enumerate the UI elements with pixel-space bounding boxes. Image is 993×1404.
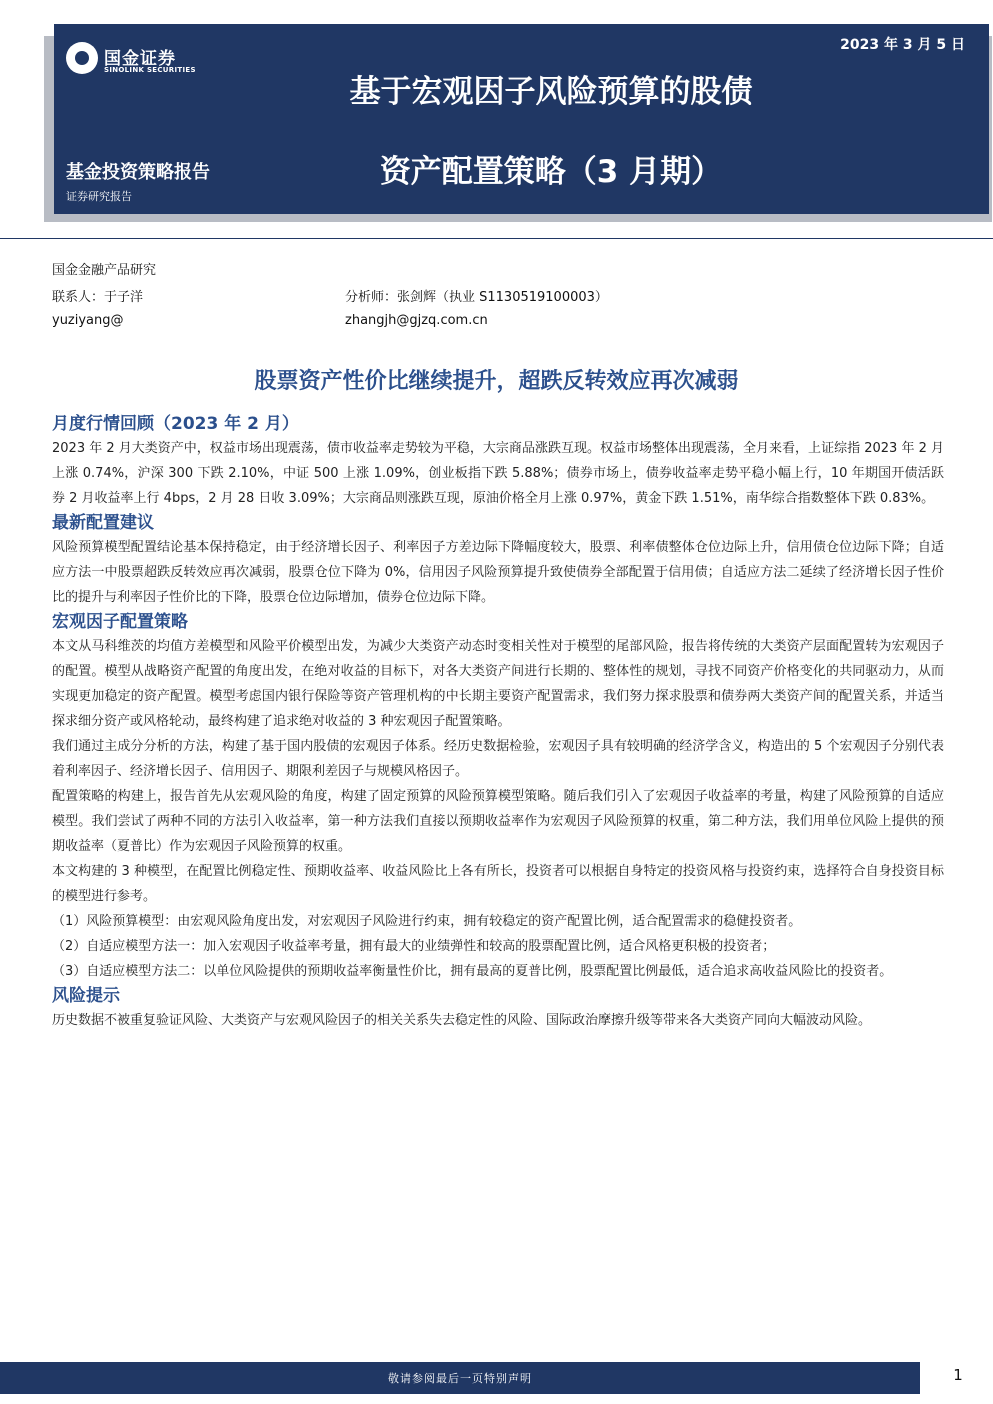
section-allocation-advice [52, 511, 944, 610]
list-item: （1）风险预算模型：由宏观风险角度出发，对宏观因子风险进行约束，拥有较稳定的资产配置比例，适合配置需求的稳健投资者。 [52, 914, 802, 929]
report-subtype: 证券研究报告 [66, 190, 132, 203]
section-heading: 月度行情回顾（2023 年 2 月） [52, 414, 299, 434]
paragraph: 历史数据不被重复验证风险、大类资产与宏观风险因子的相关关系失去稳定性的风险、国际政治摩擦升级等带来各大类资产同向大幅波动风险。 [52, 1013, 872, 1028]
paragraph: 我们通过主成分分析的方法，构建了基于国内股债的宏观因子体系。经历史数据检验，宏观因子具有较明确的经济学含义，构造出的 5 个宏观因子分别代表着利率因子、经济增长因子、信用因子、期限利差因子与规模风格因子。 [52, 739, 944, 779]
analyst-email[interactable]: zhangjh@gjzq.com.cn [345, 313, 488, 328]
report-title-line2: 资产配置策略（3 月期） [379, 154, 723, 190]
section-macro-factor-strategy [52, 610, 944, 984]
section-monthly-review [52, 412, 944, 511]
footer-disclaimer: 敬请参阅最后一页特别声明 [388, 1372, 532, 1385]
contact-person: 联系人：于子洋 [52, 290, 144, 305]
list-item: （3）自适应模型方法二：以单位风险提供的预期收益率衡量性价比，拥有最高的夏普比例，股票配置比例最低，适合追求高收益风险比的投资者。 [52, 964, 893, 979]
paragraph: 本文构建的 3 种模型，在配置比例稳定性、预期收益率、收益风险比上各有所长，投资者可以根据自身特定的投资风格与投资约束，选择符合自身投资目标的模型进行参考。 [52, 864, 944, 904]
contact-email[interactable]: yuziyang@ [52, 313, 124, 328]
paragraph: 配置策略的构建上，报告首先从宏观风险的角度，构建了固定预算的风险预算模型策略。随后我们引入了宏观因子收益率的考量，构建了风险预算的自适应模型。我们尝试了两种不同的方法引入收益率，第一种方法我们直接以预期收益率作为宏观因子风险预算的权重，第二种方法，我们用单位风险上提供的预期收益率（夏普比）作为宏观因子风险预算的权重。 [52, 789, 944, 854]
list-item: （2）自适应模型方法一：加入宏观因子收益率考量，拥有最大的业绩弹性和较高的股票配置比例，适合风格更积极的投资者； [52, 939, 776, 954]
report-date: 2023 年 3 月 5 日 [840, 37, 965, 53]
section-risk-warning [52, 984, 944, 1033]
logo-name-cn: 国金证券 [104, 49, 176, 69]
header-divider [0, 238, 993, 239]
paragraph: 2023 年 2 月大类资产中，权益市场出现震荡，债市收益率走势较为平稳，大宗商品涨跌互现。权益市场整体出现震荡，全月来看，上证综指 2023 年 2 月上涨 0.74%，沪深 300 下跌 2.10%，中证 500 上涨 1.09%，创业板指下跌 5.88%；债券市场上，债券收益率走势平稳小幅上行，10 年期国开债活跃券 2 月收益率上行 4bps，2 月 28 日收 3.09%；大宗商品则涨跌互现，原油价格全月上涨 0.97%，黄金下跌 1.51%，南华综合指数整体下跌 0.83%。 [52, 441, 944, 506]
paragraph: 本文从马科维茨的均值方差模型和风险平价模型出发，为减少大类资产动态时变相关性对于模型的尾部风险，报告将传统的大类资产层面配置转为宏观因子的配置。模型从战略资产配置的角度出发，在绝对收益的目标下，对各大类资产间进行长期的、整体性的规划，寻找不同资产价格变化的共同驱动力，从而实现更加稳定的资产配置。模型考虑国内银行保险等资产管理机构的中长期主要资产配置需求，我们努力探求股票和债券两大类资产间的配置关系，并适当探求细分资产或风格轮动，最终构建了追求绝对收益的 3 种宏观因子配置策略。 [52, 639, 944, 729]
paragraph: 风险预算模型配置结论基本保持稳定，由于经济增长因子、利率因子方差边际下降幅度较大，股票、利率债整体仓位边际上升，信用债仓位边际下降；自适应方法一中股票超跌反转效应再次减弱，股票仓位下降为 0%，信用因子风险预算提升致使债券全部配置于信用债；自适应方法二延续了经济增长因子性价比的提升与利率因子性价比的下降，股票仓位边际增加，债券仓位边际下降。 [52, 540, 944, 605]
section-heading: 宏观因子配置策略 [52, 612, 188, 632]
report-type: 基金投资策略报告 [66, 162, 210, 183]
report-body [52, 412, 944, 1033]
section-heading: 最新配置建议 [52, 513, 154, 533]
report-headline: 股票资产性价比继续提升，超跌反转效应再次减弱 [254, 369, 739, 394]
analyst-info: 分析师：张剑辉（执业 S1130519100003） [345, 290, 608, 305]
section-heading: 风险提示 [52, 986, 120, 1006]
report-title-line1: 基于宏观因子风险预算的股债 [349, 74, 753, 110]
logo-name-en: SINOLINK SECURITIES [104, 66, 196, 74]
research-org: 国金金融产品研究 [52, 263, 157, 278]
page-number: 1 [953, 1366, 963, 1384]
logo-mark-icon [66, 42, 98, 74]
